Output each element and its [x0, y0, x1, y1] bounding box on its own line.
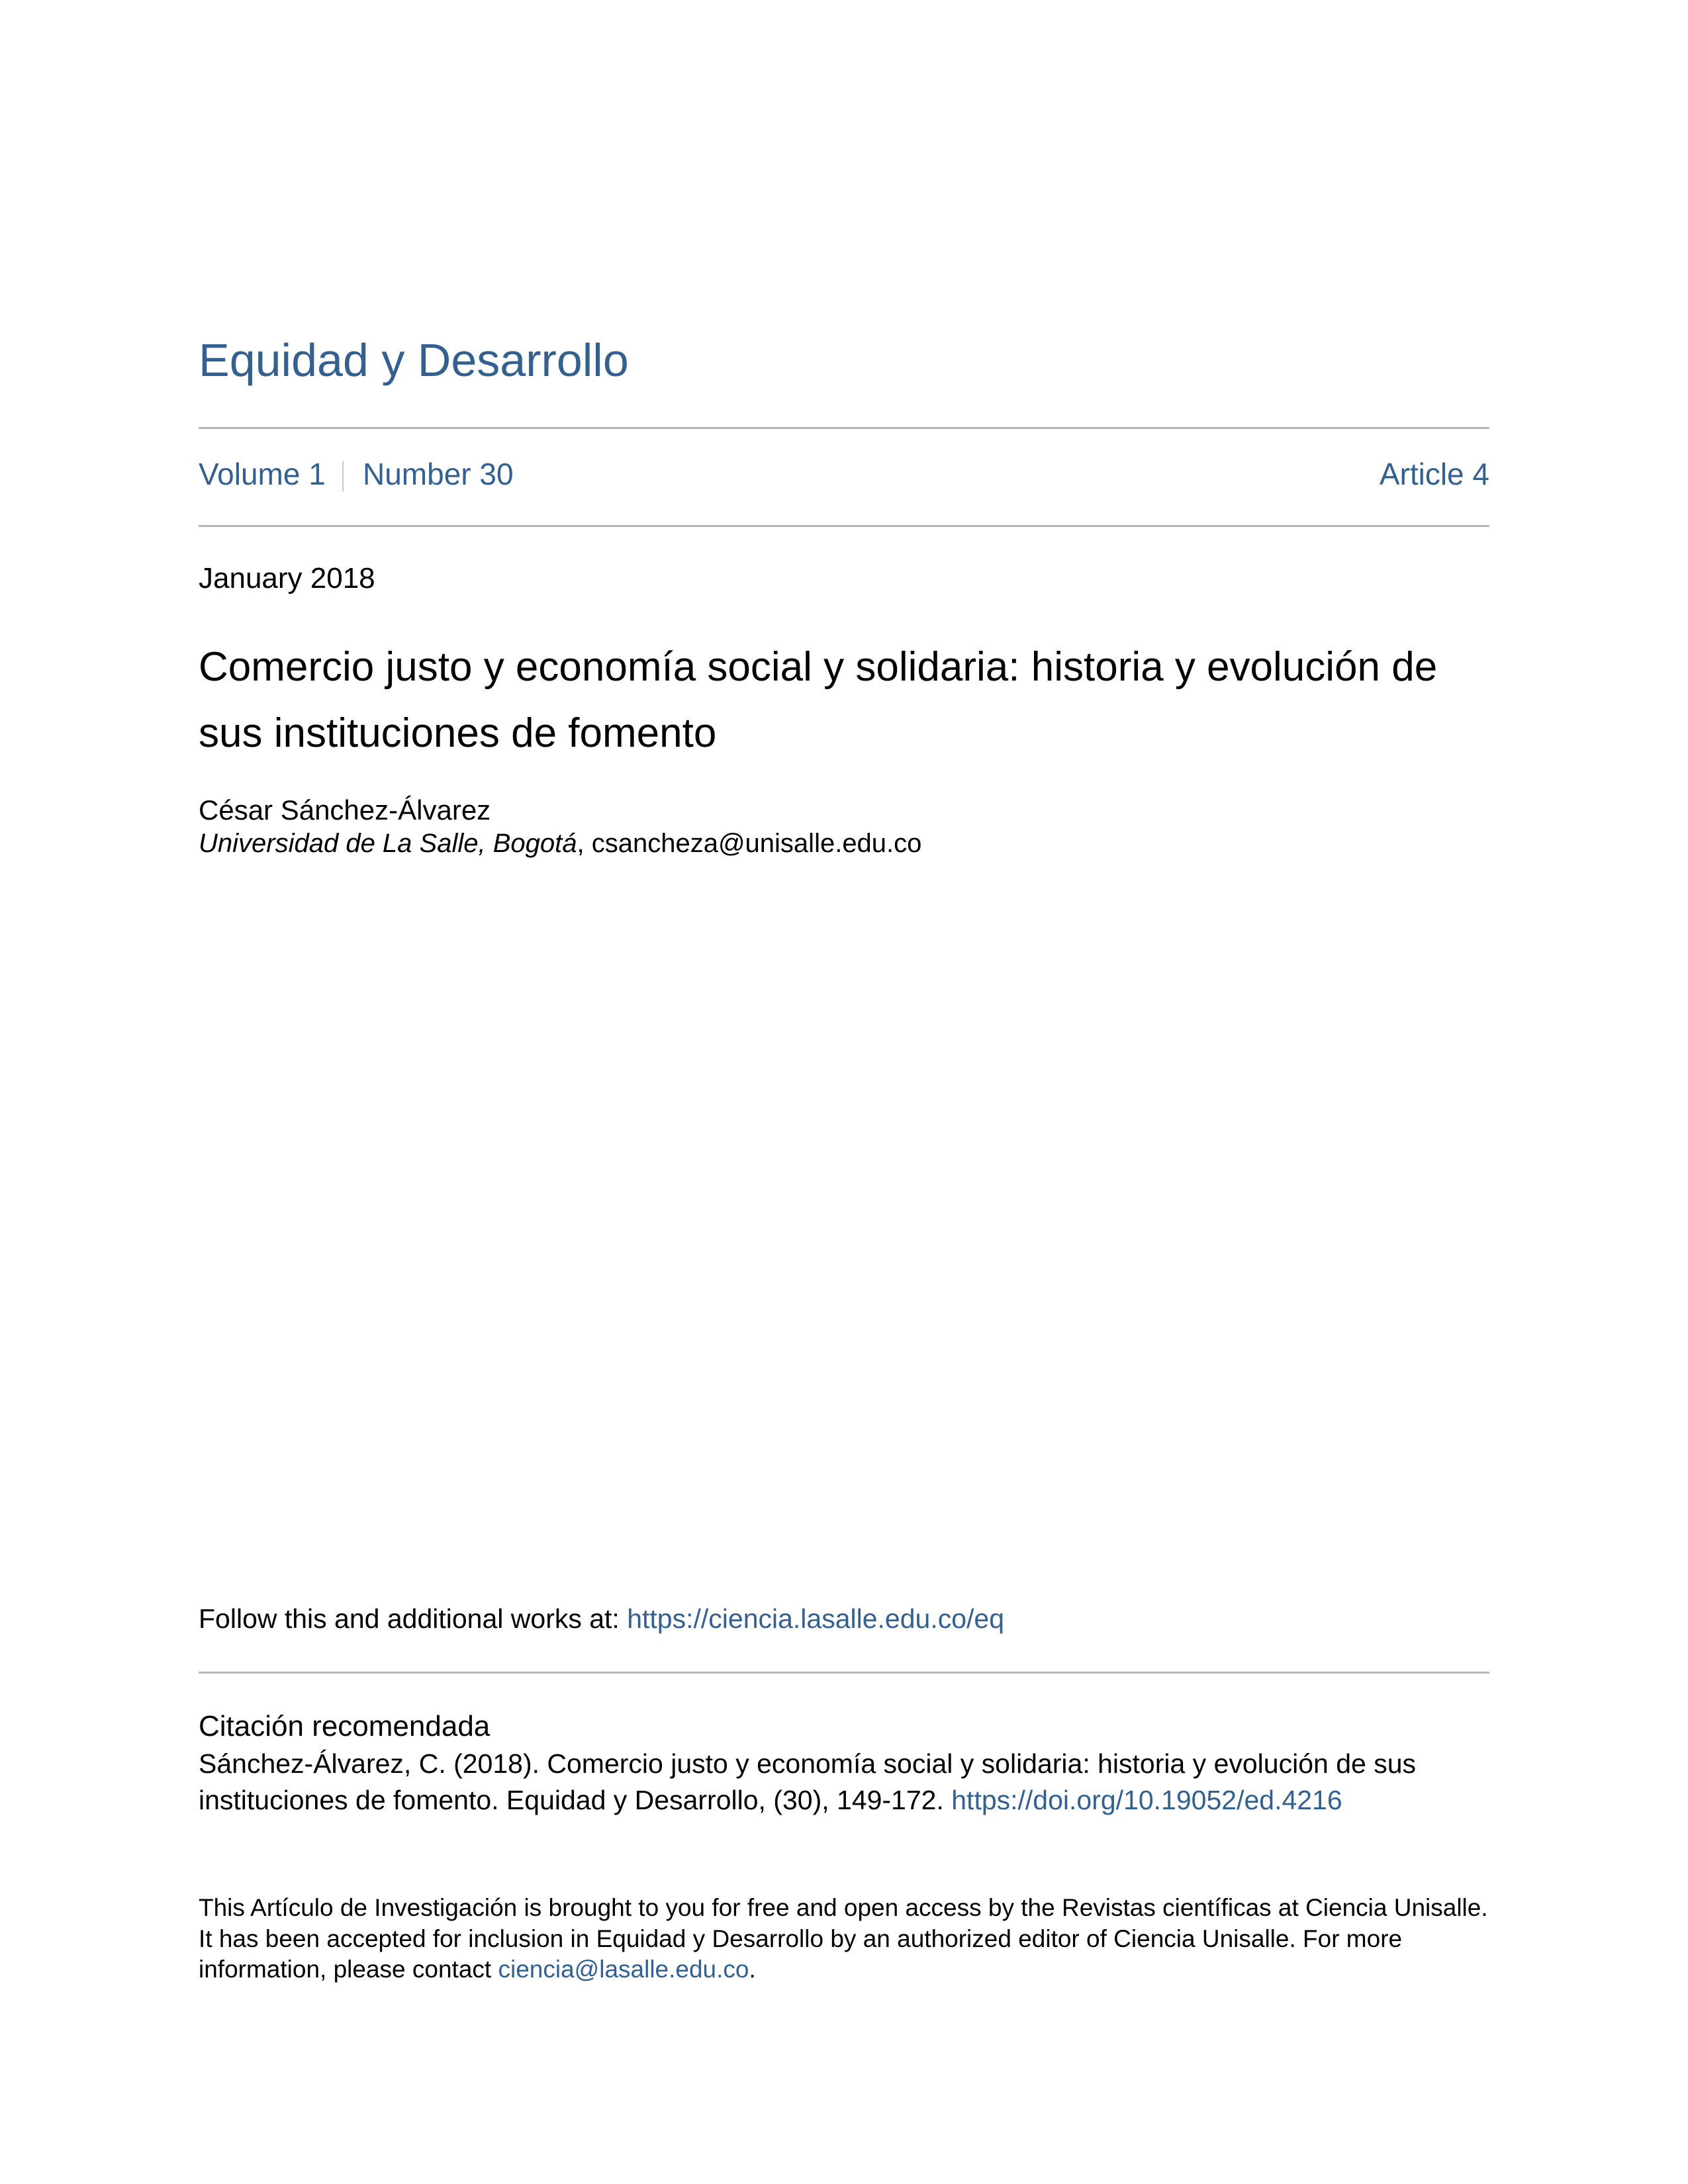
access-notice-end: . [749, 1956, 756, 1983]
citation-divider [199, 1672, 1489, 1674]
publication-date: January 2018 [199, 562, 375, 594]
access-notice-text: This Artículo de Investigación is brought to you for free and open access by the Revistas científicas at Ciencia Unisalle. It has been accepted for inclusion in Equidad y Desarrollo by an authorized editor of Ciencia Unisalle. For more information, please contact [199, 1894, 1488, 1983]
author-affiliation [199, 828, 921, 859]
volume-link[interactable]: Volume 1 [199, 457, 326, 491]
issue-separator [342, 461, 344, 491]
follow-line [199, 1602, 1004, 1635]
number-link[interactable]: Number 30 [363, 457, 514, 491]
affiliation-institution: Universidad de La Salle, Bogotá [199, 829, 577, 858]
header-divider-top [199, 427, 1489, 429]
contact-email-link[interactable]: ciencia@lasalle.edu.co [498, 1956, 749, 1983]
author-email: csancheza@unisalle.edu.co [591, 829, 922, 858]
journal-title-link[interactable]: Equidad y Desarrollo [199, 334, 629, 386]
citation-heading: Citación recomendada [199, 1710, 491, 1742]
issue-info-row [199, 454, 1489, 494]
access-notice [199, 1893, 1496, 1985]
header-divider-bottom [199, 525, 1489, 527]
citation-text: Sánchez-Álvarez, C. (2018). Comercio justo y economía social y solidaria: historia y evolución de sus instituciones de fomento. Equidad y Desarrollo, (30), 149-172. [199, 1748, 1416, 1815]
follow-label: Follow this and additional works at: [199, 1603, 628, 1634]
affiliation-separator: , [577, 829, 592, 858]
citation-doi-link[interactable]: https://doi.org/10.19052/ed.4216 [951, 1785, 1342, 1815]
author-name: César Sánchez-Álvarez [199, 794, 491, 826]
article-title: Comercio justo y economía social y solidaria: historia y evolución de sus instituciones de fomento [199, 644, 1438, 756]
article-link[interactable]: Article 4 [1379, 457, 1489, 491]
follow-url-link[interactable]: https://ciencia.lasalle.edu.co/eq [627, 1603, 1005, 1634]
citation-body [199, 1746, 1496, 1819]
